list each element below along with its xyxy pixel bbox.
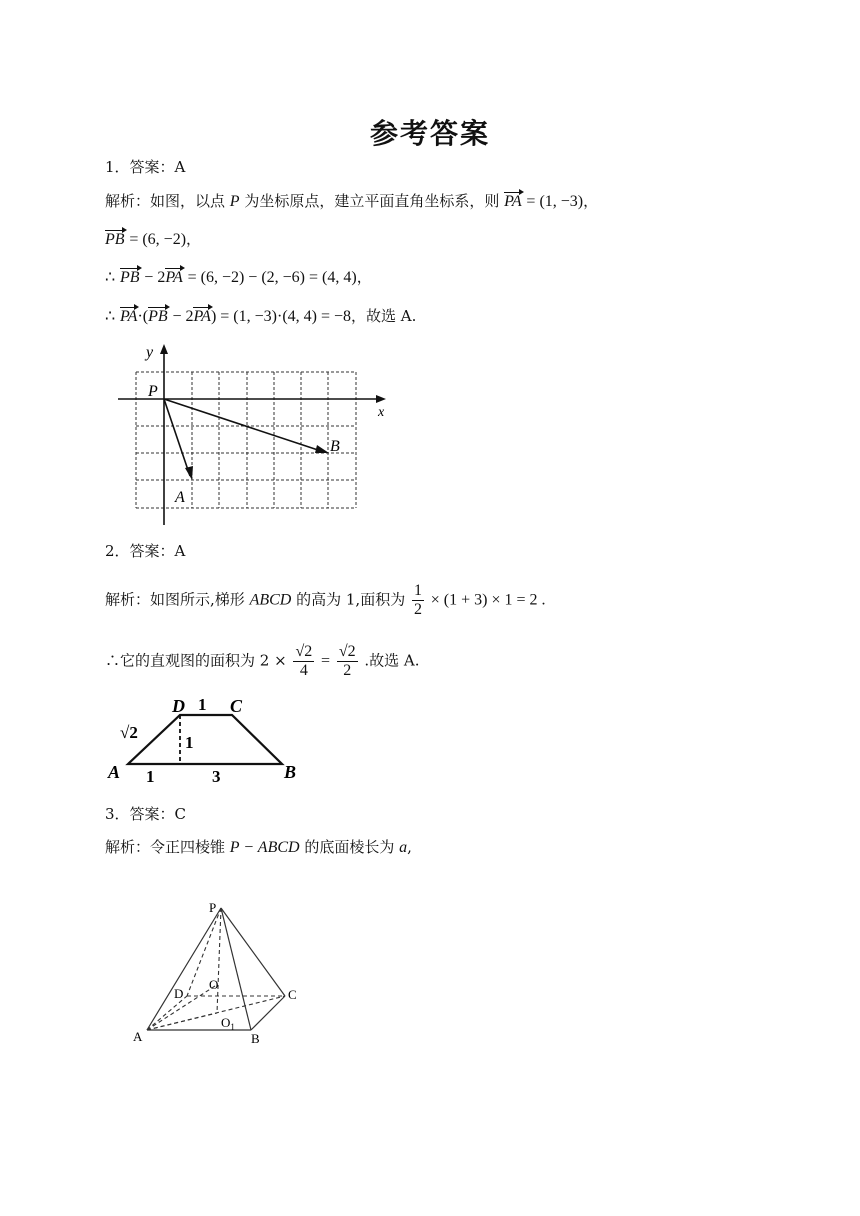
label-b: B	[251, 1031, 260, 1046]
q2-line2-end: .故选 A.	[364, 651, 420, 670]
y-axis-arrow	[160, 344, 168, 354]
label-b: B	[284, 762, 297, 782]
label-a: A	[175, 489, 185, 506]
q2-half-den: 2	[414, 601, 422, 618]
q1-line4-b: − 2	[172, 308, 194, 325]
q2-fraction-1	[293, 643, 314, 680]
edge-pc	[221, 908, 285, 996]
label-bottom-left: 1	[146, 767, 155, 786]
q3-figure-pyramid	[125, 890, 315, 1050]
label-d: D	[172, 696, 185, 716]
q1-point-p: P	[229, 193, 240, 210]
label-p: P	[148, 383, 158, 400]
q2-equals: =	[321, 652, 331, 670]
label-y: y	[146, 344, 154, 361]
q1-vec-pb-3: PB	[148, 306, 168, 328]
label-x: x	[378, 405, 385, 420]
label-left-edge: √2	[120, 723, 138, 742]
q3-solution-line1	[105, 836, 412, 859]
vector-pa	[164, 399, 190, 476]
q1-vec-pb-2: PB	[120, 267, 140, 289]
q2-solution-line2	[105, 643, 420, 680]
label-p: P	[209, 900, 217, 915]
label-a: A	[133, 1029, 143, 1044]
q2-fraction-half	[412, 582, 424, 619]
vector-pa-arrow	[185, 466, 193, 480]
q1-comma-3: ，	[356, 268, 372, 286]
segment-ao1	[147, 1013, 217, 1030]
q1-solution-line4	[105, 305, 416, 328]
q2-line2-prefix: ∴它的直观图的面积为 2 ×	[105, 651, 287, 670]
q1-solution-line3	[105, 266, 372, 289]
q1-vec-pb: PB	[105, 229, 125, 251]
q1-pb-value: = (6, −2)	[129, 231, 187, 248]
pyramid-height	[217, 908, 221, 1013]
q1-vec-pa-4: PA	[193, 306, 210, 328]
q2-line1-expr: × (1 + 3) × 1 = 2 .	[430, 591, 546, 609]
q1-therefore: ∴	[105, 269, 116, 286]
q3-line1-prefix: 解析：令正四棱锥	[105, 838, 226, 856]
q3-answer: 3．答案：C	[105, 805, 187, 823]
label-a: A	[108, 762, 121, 782]
label-height: 1	[185, 733, 194, 752]
label-bottom-right: 3	[212, 767, 221, 786]
q3-line1-mid: 的底面棱长为	[304, 838, 395, 856]
q1-vec-pa-3: PA	[120, 306, 137, 328]
label-top-length: 1	[198, 695, 207, 714]
edge-bc	[251, 996, 285, 1030]
q2-half-num: 1	[414, 582, 422, 599]
q1-line1-prefix: 解析：如图，以点	[105, 192, 226, 210]
q1-solution-line2	[105, 228, 201, 251]
edge-pa	[147, 908, 221, 1030]
q2-f2-den: 2	[343, 662, 352, 679]
label-c: C	[230, 696, 243, 716]
q1-line1-mid: 为坐标原点，建立平面直角坐标系，则	[244, 192, 500, 210]
label-o1	[221, 1015, 235, 1032]
q1-figure-grid	[112, 340, 392, 530]
label-b: B	[330, 438, 340, 455]
q2-fraction-2	[337, 643, 358, 680]
q1-therefore-2: ∴	[105, 308, 116, 325]
q3-pabcd: P − ABCD	[229, 839, 300, 856]
q2-f1-den: 4	[299, 662, 308, 679]
q1-vec-pa-2: PA	[165, 267, 182, 289]
q1-comma: ，	[583, 192, 599, 210]
q2-abcd: ABCD	[249, 591, 292, 609]
vector-pb-arrow	[315, 445, 329, 453]
edge-pb	[221, 908, 251, 1030]
grid-lines	[136, 372, 356, 508]
x-axis-arrow	[376, 395, 386, 403]
q2-figure-trapezoid	[100, 690, 310, 790]
page-title: 参考答案	[369, 117, 490, 150]
label-c: C	[288, 987, 297, 1002]
q3-line1-end: ,	[407, 838, 412, 856]
q3-a: a	[399, 839, 408, 856]
q1-pa-value: = (1, −3)	[526, 193, 584, 210]
q1-solution-line1	[105, 190, 598, 213]
q1-comma-2: ，	[186, 230, 202, 248]
label-o: O	[209, 977, 219, 992]
q1-line3-b: = (6, −2) − (2, −6) = (4, 4)	[187, 269, 357, 286]
q1-vec-pa: PA	[504, 191, 521, 213]
edge-ad	[147, 996, 187, 1030]
q1-answer: 1．答案：A	[105, 158, 186, 176]
q1-line4-a: ·(	[137, 308, 149, 325]
q2-f2-num: √2	[338, 643, 356, 660]
label-d: D	[174, 986, 184, 1001]
q1-line4-c: ) = (1, −3)·(4, 4) = −8	[210, 308, 352, 325]
q2-line1-prefix: 解析：如图所示,梯形	[105, 590, 245, 609]
q1-line4-end: ，故选 A.	[351, 307, 417, 325]
label-o1-sub: 1	[230, 1022, 235, 1032]
q2-f1-num: √2	[295, 643, 313, 660]
q1-line3-a: − 2	[144, 269, 166, 286]
trapezoid-shape	[128, 715, 282, 764]
q2-line1-mid: 的高为 1,面积为	[296, 590, 406, 609]
q2-solution-line1	[105, 582, 546, 619]
label-o1-base: O	[221, 1015, 231, 1030]
q2-answer: 2．答案：A	[105, 542, 186, 560]
